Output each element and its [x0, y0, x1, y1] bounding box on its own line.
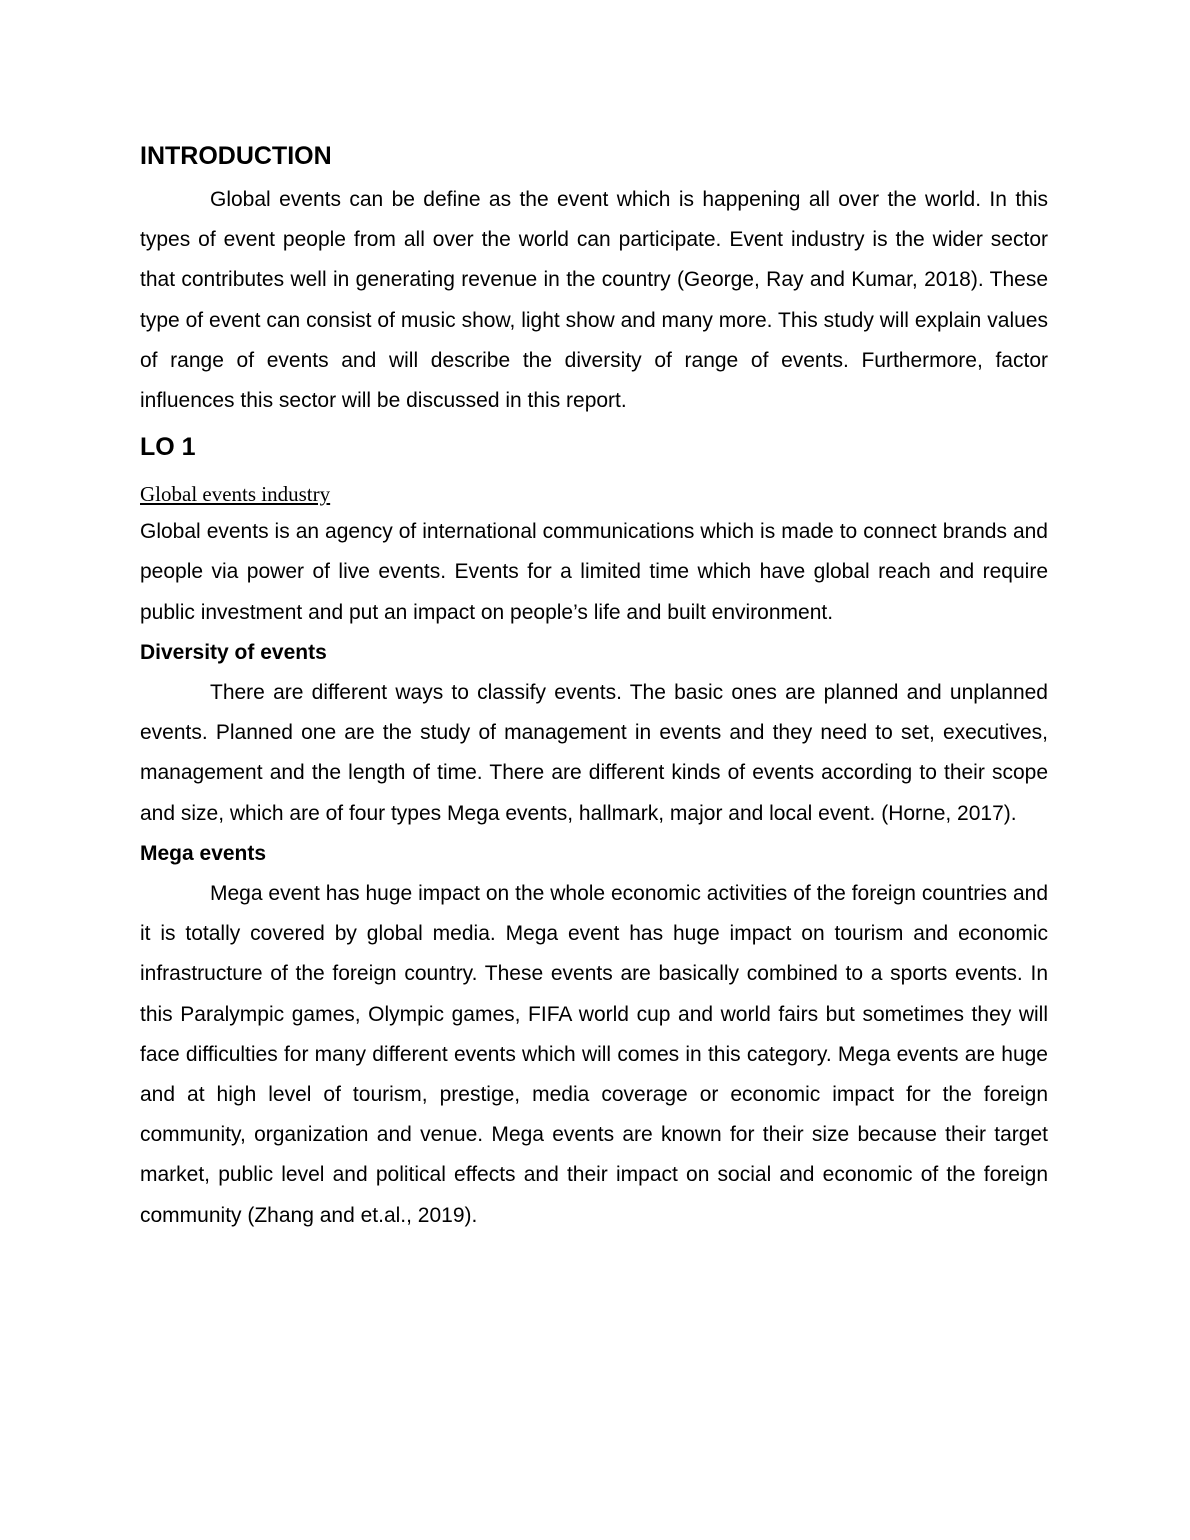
- introduction-paragraph: Global events can be define as the event which is happening all over the world. In this types of event people from all over the world can participate. Event industry is the wider sector that contributes well in generating revenue in the country (George, Ray and Kumar, 2018). These type of event can consist of music show, light show and many more. This study will explain values of range of events and will describe the diversity of range of events. Furthermore, factor influences this sector will be discussed in this report.: [140, 188, 1048, 413]
- mega-events-paragraph: Mega event has huge impact on the whole economic activities of the foreign countries and it is totally covered by global media. Mega event has huge impact on tourism and economic infrastructure of the foreign country. These events are basically combined to a sports events. In this Paralympic games, Olympic games, FIFA world cup and world fairs but sometimes they will face difficulties for many different events which will comes in this category. Mega events are huge and at high level of tourism, prestige, media coverage or economic impact for the foreign community, organization and venue. Mega events are known for their size because their target market, public level and political effects and their impact on social and economic of the foreign community (Zhang and et.al., 2019).: [140, 882, 1048, 1227]
- mega-events-heading: Mega events: [140, 841, 267, 865]
- global-events-industry-heading: Global events industry: [140, 482, 331, 507]
- diversity-of-events-heading: Diversity of events: [140, 640, 327, 664]
- document-page: [140, 138, 1048, 1236]
- global-events-industry-paragraph: Global events is an agency of international communications which is made to connect brands and people via power of live events. Events for a limited time which have global reach and require public investment and put an impact on people’s life and built environment.: [140, 520, 1048, 624]
- lo1-heading: LO 1: [140, 433, 196, 462]
- diversity-of-events-paragraph: There are different ways to classify events. The basic ones are planned and unplanned events. Planned one are the study of management in events and they need to set, executives, management and the length of time. There are different kinds of events according to their scope and size, which are of four types Mega events, hallmark, major and local event. (Horne, 2017).: [140, 681, 1048, 825]
- introduction-heading: INTRODUCTION: [140, 142, 332, 170]
